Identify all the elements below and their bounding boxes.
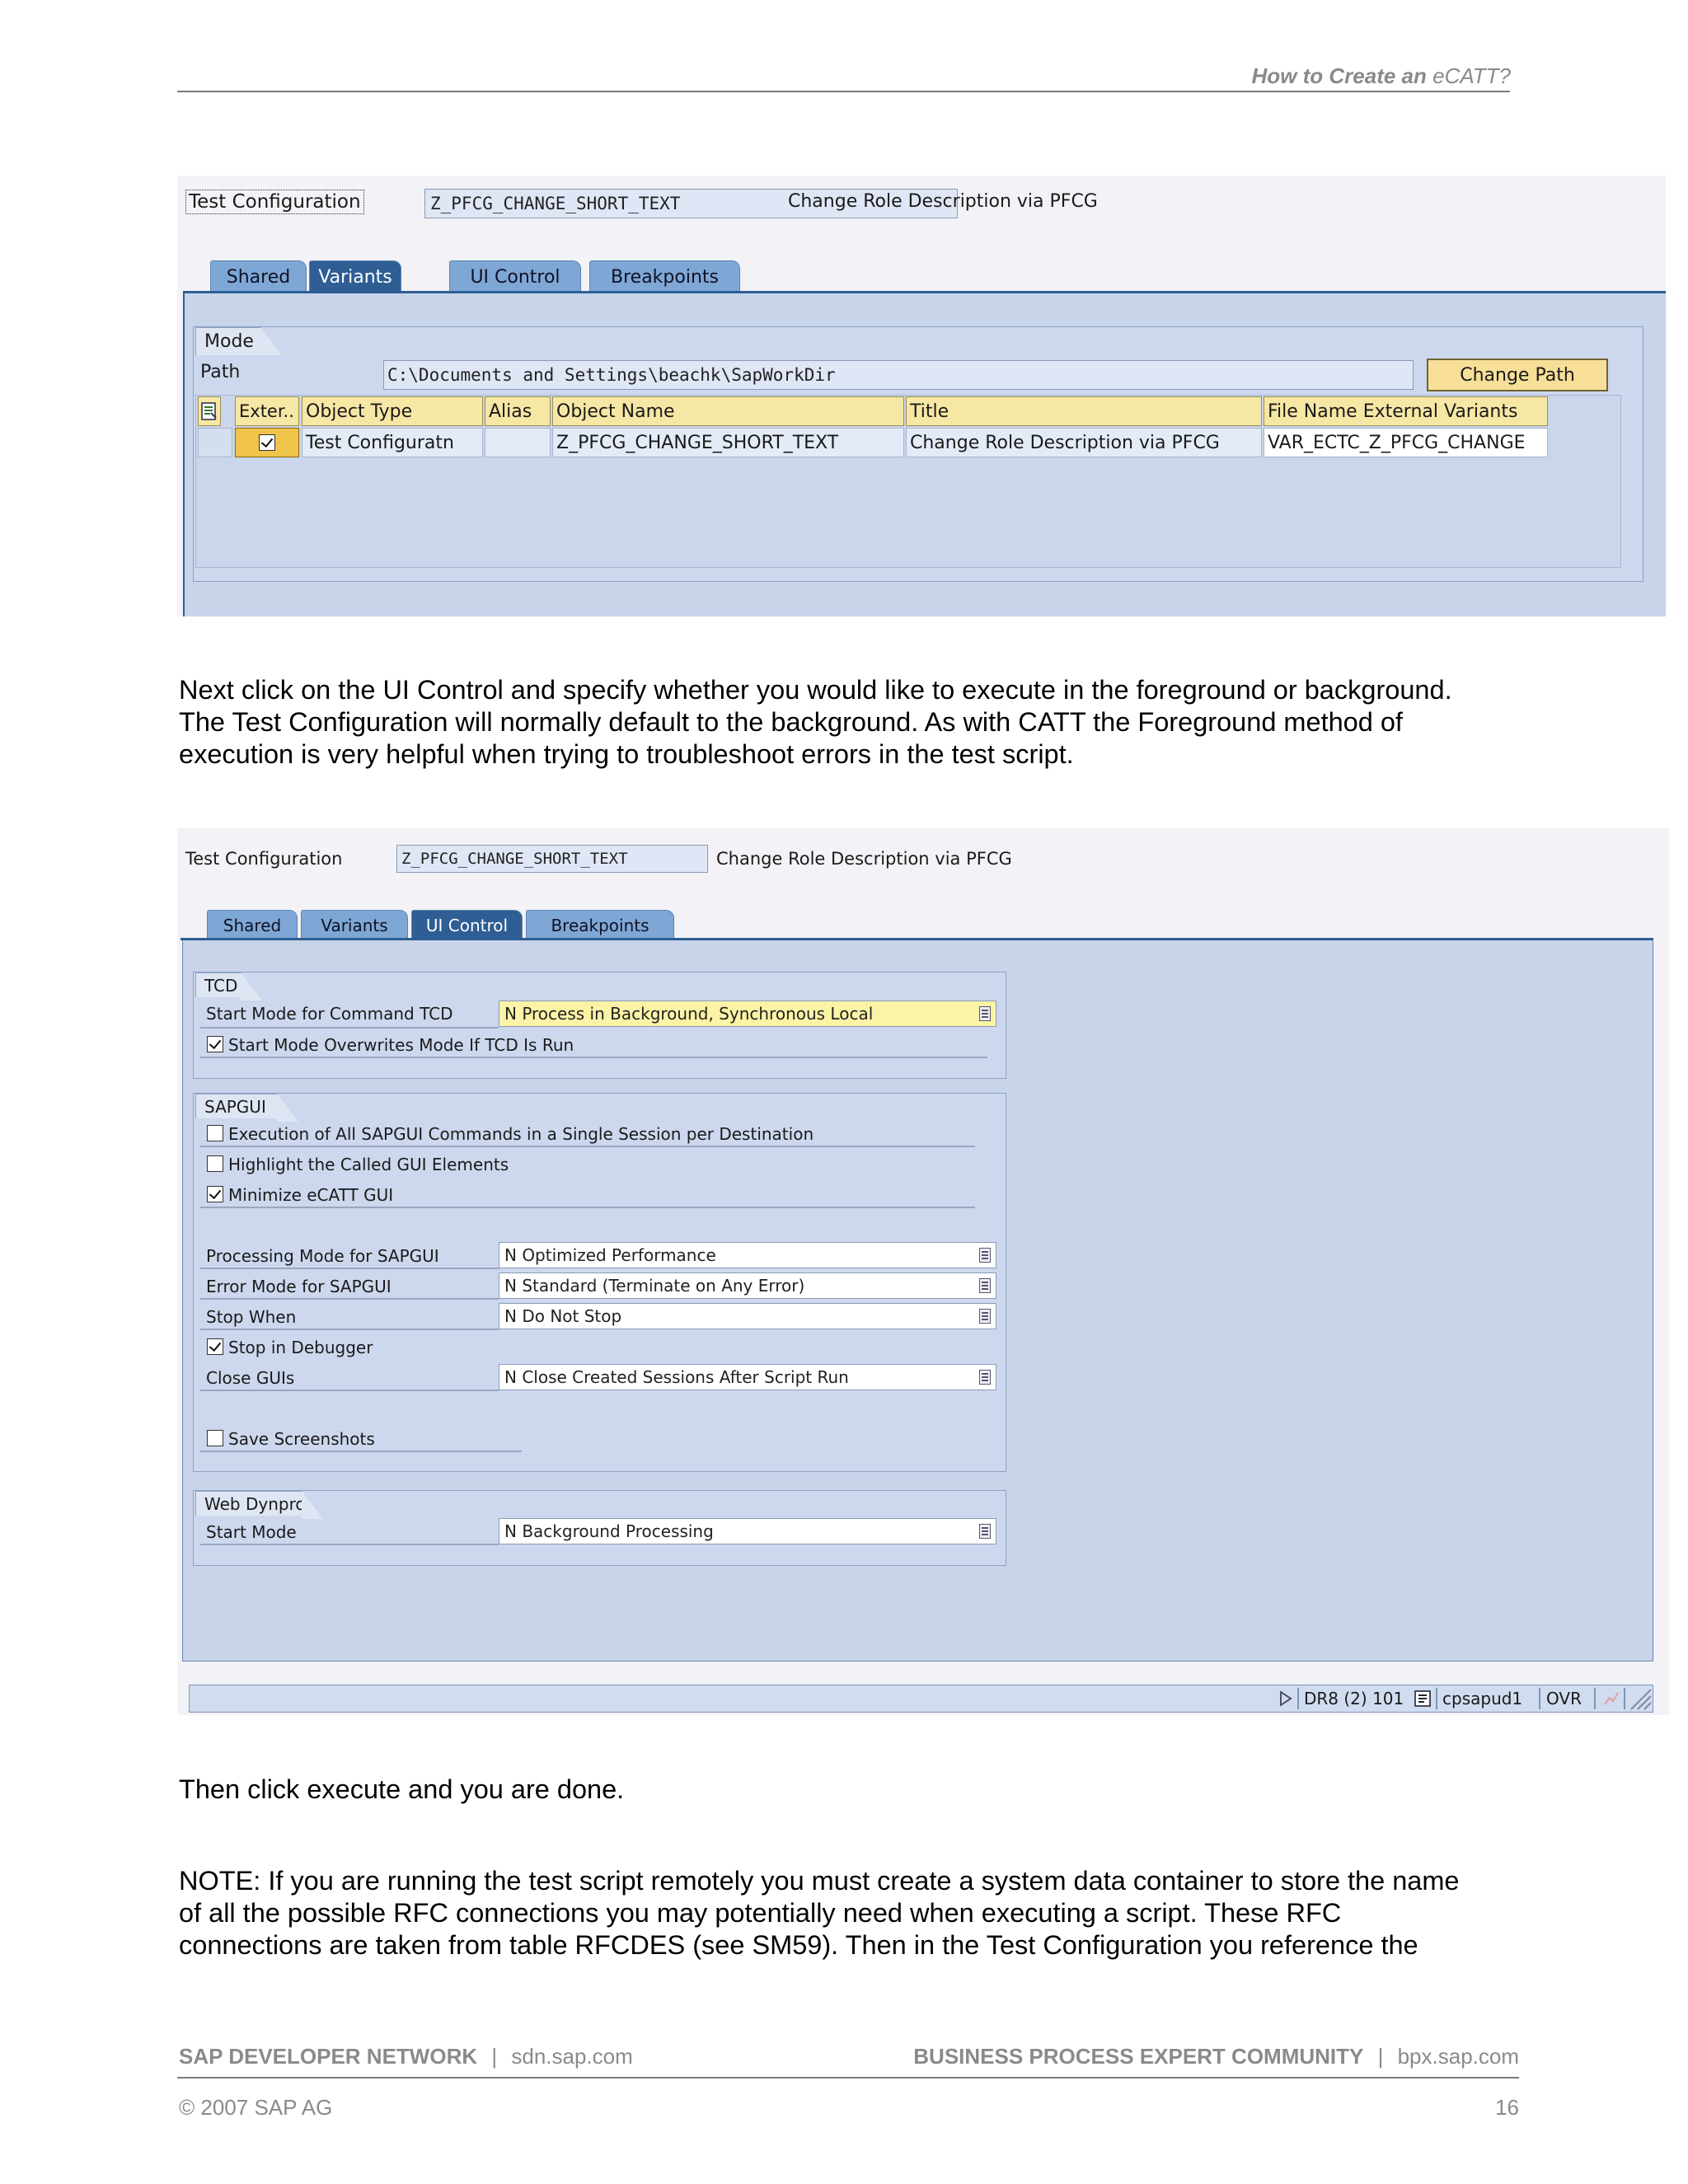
single-session-label: Execution of All SAPGUI Commands in a Single Session per Destination: [228, 1124, 814, 1144]
sapgui-group: [193, 1093, 1006, 1472]
footer-page-number: 16: [1495, 2095, 1519, 2120]
start-mode-tcd-value: N Process in Background, Synchronous Local: [504, 1004, 874, 1024]
label-underline: [200, 1057, 987, 1058]
status-server: cpsapud1: [1442, 1689, 1523, 1708]
processing-mode-dropdown[interactable]: [499, 1242, 996, 1268]
test-config-label: Test Configuration: [185, 190, 364, 214]
column-header-file-name[interactable]: File Name External Variants: [1264, 396, 1548, 426]
status-system: DR8 (2) 101: [1304, 1689, 1404, 1708]
header-title-light: eCATT?: [1432, 63, 1511, 88]
label-underline: [200, 1329, 499, 1330]
status-divider: [1297, 1688, 1299, 1709]
test-config-description: Change Role Description via PFCG: [788, 191, 1098, 212]
highlight-gui-label: Highlight the Called GUI Elements: [228, 1155, 509, 1174]
save-screenshots-label: Save Screenshots: [228, 1429, 375, 1449]
minimize-ecatt-label: Minimize eCATT GUI: [228, 1185, 394, 1205]
row-exter-checkbox[interactable]: [259, 434, 275, 451]
paragraph-execute: Then click execute and you are done.: [179, 1774, 625, 1804]
paragraph-line: execution is very helpful when trying to troubleshoot errors in the test script.: [179, 739, 1074, 769]
close-guis-label: Close GUIs: [206, 1368, 295, 1388]
close-guis-value: N Close Created Sessions After Script Run: [504, 1367, 849, 1387]
paragraph-line: Next click on the UI Control and specify whether you would like to execute in the foreground or background.: [179, 675, 1452, 705]
column-header-title[interactable]: Title: [906, 396, 1262, 426]
label-underline: [200, 1451, 522, 1452]
screenshot-ui-control: [177, 828, 1669, 1715]
tcd-group-title: TCD: [195, 972, 241, 997]
paragraph-note: [179, 1865, 1460, 1961]
web-dynpro-group: [193, 1490, 1006, 1566]
ui-control-tab-body: [182, 940, 1653, 1661]
status-mode: OVR: [1546, 1689, 1582, 1708]
status-lock-icon: [1603, 1691, 1620, 1706]
row-alias[interactable]: [485, 428, 551, 457]
tab-variants[interactable]: Variants: [309, 260, 401, 293]
tab-breakpoints[interactable]: Breakpoints: [589, 260, 740, 293]
tab-ui-control[interactable]: UI Control: [411, 910, 523, 940]
stop-when-label: Stop When: [206, 1307, 297, 1327]
dropdown-icon[interactable]: [979, 1278, 991, 1293]
path-field[interactable]: C:\Documents and Settings\beachk\SapWorkDir: [383, 360, 1414, 390]
label-underline: [200, 1544, 499, 1545]
stop-in-debugger-checkbox[interactable]: [207, 1338, 223, 1355]
row-object-type: Test Configuratn: [302, 428, 483, 457]
status-divider: [1594, 1688, 1596, 1709]
label-underline: [200, 1146, 975, 1147]
test-config-description: Change Role Description via PFCG: [716, 849, 1012, 869]
footer-rule: [177, 2077, 1519, 2079]
web-dynpro-start-mode-value: N Background Processing: [504, 1521, 714, 1541]
start-mode-tcd-dropdown[interactable]: [499, 1001, 996, 1027]
column-header-alias[interactable]: Alias: [485, 396, 551, 426]
status-divider: [1624, 1688, 1625, 1709]
single-session-checkbox[interactable]: [207, 1125, 223, 1141]
row-title: Change Role Description via PFCG: [906, 428, 1262, 457]
dropdown-icon[interactable]: [979, 1370, 991, 1385]
footer-copyright: © 2007 SAP AG: [179, 2095, 333, 2120]
stop-in-debugger-label: Stop in Debugger: [228, 1338, 373, 1357]
paragraph-line: NOTE: If you are running the test script remotely you must create a system data container to store the name: [179, 1866, 1460, 1896]
tab-variants[interactable]: Variants: [301, 910, 408, 940]
footer-bpx-url[interactable]: bpx.sap.com: [1397, 2044, 1519, 2069]
footer-left: [179, 2044, 633, 2069]
tab-shared[interactable]: Shared: [210, 260, 307, 293]
footer-bpx-label: BUSINESS PROCESS EXPERT COMMUNITY: [913, 2044, 1364, 2069]
document-header-title: [1252, 63, 1511, 89]
web-dynpro-start-mode-dropdown[interactable]: [499, 1518, 996, 1544]
web-dynpro-start-mode-label: Start Mode: [206, 1522, 297, 1542]
dropdown-icon[interactable]: [979, 1006, 991, 1021]
status-session-icon[interactable]: [1414, 1690, 1432, 1708]
footer-separator: |: [491, 2044, 498, 2069]
paragraph-line: The Test Configuration will normally default to the background. As with CATT the Foreground method of: [179, 707, 1403, 737]
paragraph-ui-control: [179, 674, 1452, 771]
path-label: Path: [200, 362, 241, 382]
sapgui-group-title: SAPGUI: [195, 1094, 278, 1118]
status-expand-icon[interactable]: [1279, 1690, 1292, 1707]
change-path-button[interactable]: Change Path: [1427, 359, 1608, 391]
footer-sdn-url[interactable]: sdn.sap.com: [511, 2044, 633, 2069]
overwrite-mode-label: Start Mode Overwrites Mode If TCD Is Run: [228, 1035, 574, 1055]
tab-ui-control[interactable]: UI Control: [449, 260, 581, 293]
tab-breakpoints[interactable]: Breakpoints: [526, 910, 674, 940]
dropdown-icon[interactable]: [979, 1248, 991, 1263]
dropdown-icon[interactable]: [979, 1524, 991, 1539]
status-bar: [189, 1685, 1653, 1713]
stop-when-value: N Do Not Stop: [504, 1306, 622, 1326]
error-mode-dropdown[interactable]: [499, 1272, 996, 1299]
save-screenshots-checkbox[interactable]: [207, 1430, 223, 1446]
stop-when-dropdown[interactable]: [499, 1303, 996, 1329]
tab-shared[interactable]: Shared: [207, 910, 298, 940]
screenshot-variants: [177, 176, 1666, 616]
mode-group-title: Mode: [195, 327, 261, 355]
footer-separator: |: [1377, 2044, 1384, 2069]
label-underline: [200, 1207, 975, 1208]
overwrite-mode-checkbox[interactable]: [207, 1036, 223, 1052]
label-underline: [200, 1268, 499, 1269]
error-mode-label: Error Mode for SAPGUI: [206, 1277, 392, 1296]
row-object-name: Z_PFCG_CHANGE_SHORT_TEXT: [552, 428, 904, 457]
paragraph-line: of all the possible RFC connections you may potentially need when executing a script. These RFC: [179, 1898, 1342, 1928]
paragraph-line: connections are taken from table RFCDES (see SM59). Then in the Test Configuration you reference the: [179, 1930, 1418, 1960]
label-underline: [200, 1027, 499, 1029]
label-underline: [200, 1298, 499, 1300]
resize-grip-icon[interactable]: [1628, 1686, 1653, 1711]
test-config-field[interactable]: Z_PFCG_CHANGE_SHORT_TEXT: [396, 845, 708, 873]
dropdown-icon[interactable]: [979, 1309, 991, 1324]
row-exter-cell[interactable]: [235, 428, 299, 457]
row-selector[interactable]: [198, 428, 232, 457]
test-config-label: Test Configuration: [185, 849, 343, 869]
minimize-ecatt-checkbox[interactable]: [207, 1186, 223, 1202]
column-header-exter[interactable]: Exter..: [235, 396, 299, 426]
label-underline: [200, 1390, 499, 1391]
variants-table: [195, 395, 1621, 568]
footer-sdn-label: SAP DEVELOPER NETWORK: [179, 2044, 478, 2069]
error-mode-value: N Standard (Terminate on Any Error): [504, 1276, 805, 1296]
variants-tab-body: [183, 293, 1666, 616]
header-rule: [177, 91, 1510, 92]
test-config-field[interactable]: Z_PFCG_CHANGE_SHORT_TEXT: [424, 189, 958, 218]
header-title-bold: How to Create an: [1251, 63, 1433, 88]
web-dynpro-group-title: Web Dynpro: [195, 1491, 302, 1516]
processing-mode-value: N Optimized Performance: [504, 1245, 716, 1265]
highlight-gui-checkbox[interactable]: [207, 1155, 223, 1172]
column-header-object-name[interactable]: Object Name: [552, 396, 904, 426]
status-divider: [1436, 1688, 1437, 1709]
table-settings-icon[interactable]: [198, 396, 221, 426]
close-guis-dropdown[interactable]: [499, 1364, 996, 1390]
start-mode-tcd-label: Start Mode for Command TCD: [206, 1004, 453, 1024]
status-divider: [1539, 1688, 1540, 1709]
processing-mode-label: Processing Mode for SAPGUI: [206, 1246, 439, 1266]
column-header-object-type[interactable]: Object Type: [302, 396, 483, 426]
mode-group: [193, 326, 1643, 582]
tcd-group: [193, 972, 1006, 1079]
footer-right: [913, 2044, 1519, 2069]
row-file-name[interactable]: VAR_ECTC_Z_PFCG_CHANGE: [1264, 428, 1548, 457]
